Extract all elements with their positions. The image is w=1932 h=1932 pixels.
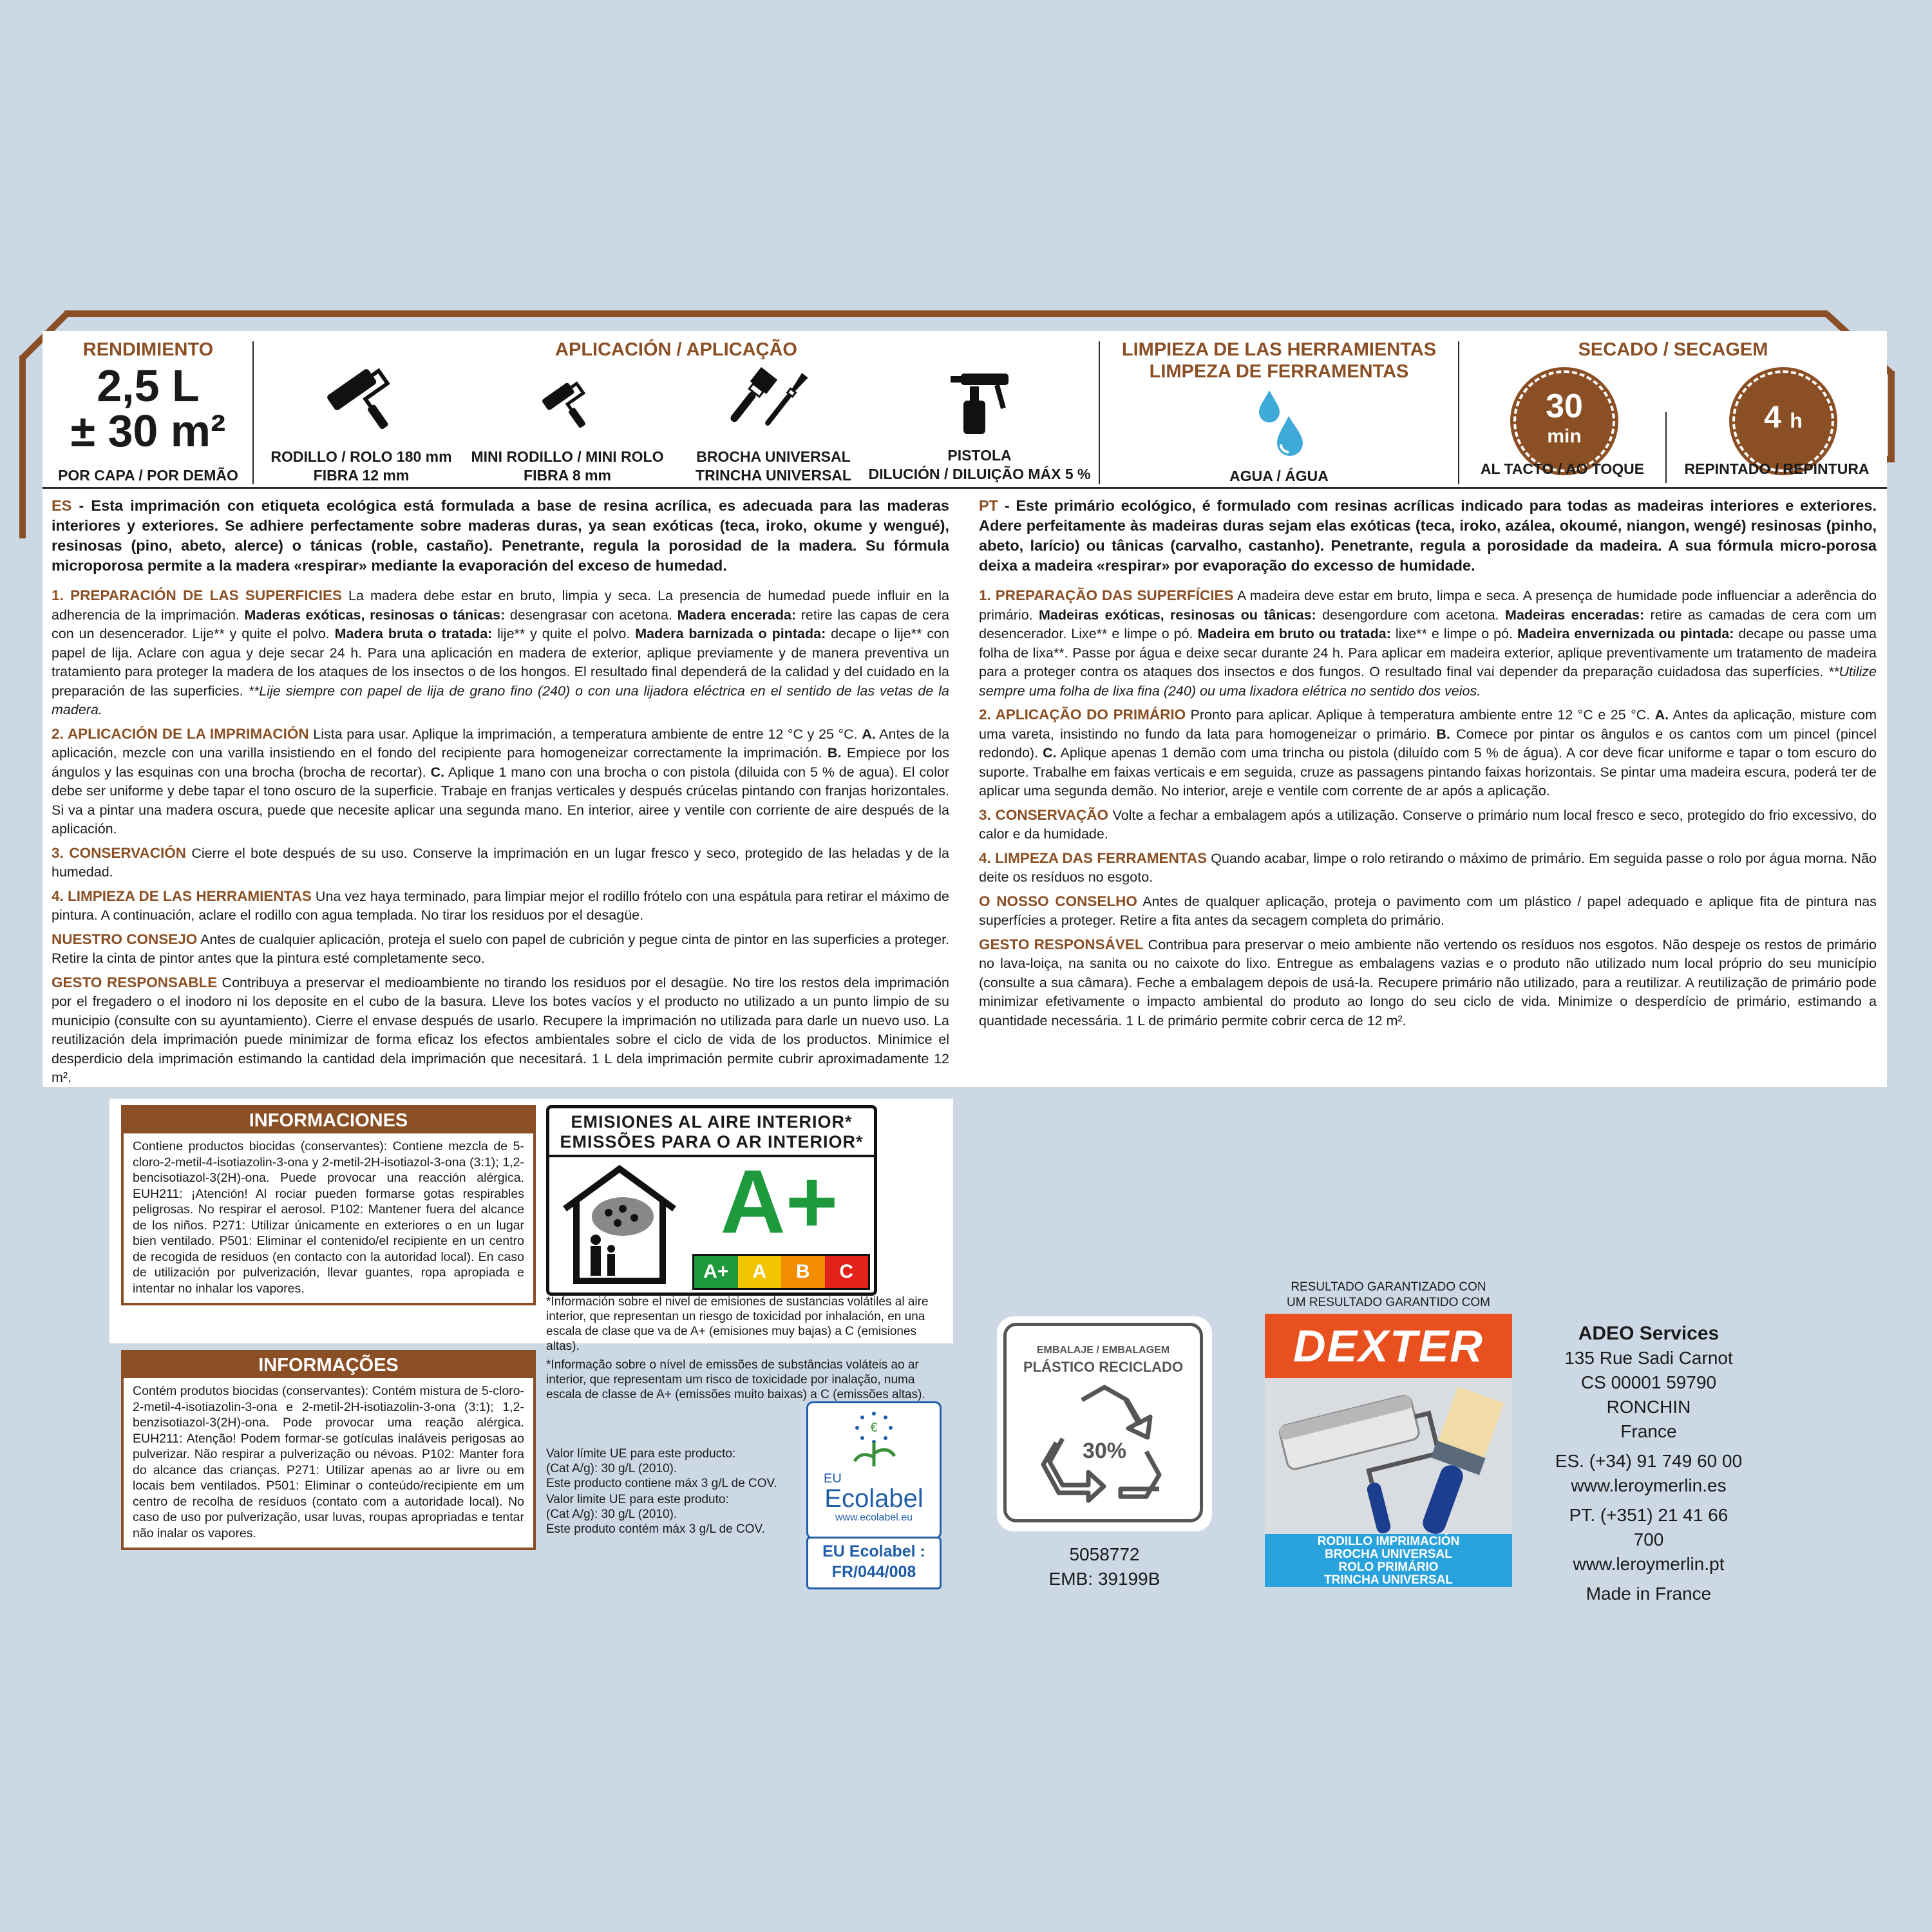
pt-section-2: 2. APLICAÇÃO DO PRIMÁRIO Pronto para aplicar. Aplique à temperatura ambiente entre 12 °C e 25 °C. A. Antes da aplicação, misture com uma vareta, insistindo no fundo da lata para homogeneizar o primário. B. Comece por pintar os ângulos e os cantos com um pincel (pincel redondo). C. Aplique apenas 1 demão com uma trincha ou pistola (diluído com 5 % de água). A cor deve ficar uniforme e tapar o tom escuro do suporte. Trabalhe em faixas verticais e em seguida, cruze as passagens pintando faixas horizontais. Se pintar uma madeira escura, poderá ter de aplicar uma segunda demão. No interior, areje e ventile com corrente de ar após a aplicação. (979, 706, 1877, 799)
tool-roller-line1: RODILLO / ROLO 180 mm (270, 448, 452, 465)
emissions-scale-cell: A+ (694, 1256, 738, 1288)
ecolabel-eu: EU (824, 1472, 842, 1486)
recycled-line2: PLÁSTICO RECICLADO (1023, 1359, 1184, 1375)
ecolabel-url: www.ecolabel.eu (835, 1512, 913, 1523)
emissions-note-pt: *Informação sobre o nível de emissões de substâncias voláteis ao ar interior, que representam um risco de toxicidade por inalação, numa escala de classe de A+ (emissões muito baixas) a C (emissões altas). (546, 1358, 925, 1401)
emissions-title-pt: EMISSÕES PARA O AR INTERIOR* (560, 1132, 864, 1151)
pt-advice: O NOSSO CONSELHO Antes de qualquer aplicação, proteja o pavimento com um plástico / papel adequado e aplique fita de pintura nas superfícies a proteger. Retire a fita antes da secagem completa do primário. (979, 893, 1877, 928)
dexter-logo: DEXTER (1293, 1321, 1484, 1371)
house-icon (558, 1164, 681, 1286)
yield-coverage: ± 30 m² (70, 406, 226, 456)
yield-title: RENDIMIENTO (82, 339, 214, 360)
water-drops-icon (1250, 386, 1308, 464)
ecolabel-flower-icon (835, 1407, 913, 1469)
emissions-title-es: EMISIONES AL AIRE INTERIOR* (571, 1112, 853, 1132)
info-box-es (121, 1105, 536, 1305)
emissions-scale-cell: B (781, 1256, 825, 1288)
emissions-scale-cell: C (825, 1256, 869, 1288)
dexter-caption: RODILLO IMPRIMACIÓN BROCHA UNIVERSAL ROLO PRIMÁRIO TRINCHA UNIVERSAL (1317, 1535, 1460, 1587)
drying-touch-label: AL TACTO / AO TOQUE (1480, 460, 1645, 477)
es-responsible: GESTO RESPONSABLE Contribuya a preservar el medioambiente no tirando los residuos por el desagüe. No tire los restos dela imprimación por el fregadero o el inodoro ni los deposite en el cubo de la basura. Lleve los botes vacíos y el producto no utilizado a un punto limpio de su municipio (consulte con su ayuntamiento). Cierre el envase después de usarlo. Recupere la imprimación no utilizada para darle un nuevo uso. La reutilización dela imprimación puede minimizar de forma eficaz los efectos ambientales sobre el ciclo de vida de los productos. Minimice el desperdicio dela imprimación estimando la cantidad dela imprimación que necesitará. 1 L dela imprimación permite cubrir aproximadamente 12 m². (52, 974, 950, 1085)
tool-roller (255, 367, 468, 485)
tool-spray-line1: PISTOLA (947, 447, 1012, 464)
drying-touch-circle (1513, 370, 1615, 472)
svg-text:€: € (870, 1421, 878, 1435)
emissions-grade: A+ (720, 1151, 838, 1252)
recycled-plastic-badge (997, 1316, 1212, 1531)
paint-roller-icon (319, 367, 403, 438)
tool-mini-roller (461, 380, 674, 485)
dexter-panel (1265, 1314, 1512, 1587)
drying-title: SECADO / SECAGEM (1578, 339, 1768, 360)
pt-intro: PT - Este primário ecológico, é formulado com resinas acrílicas indicado para todas as madeiras interiores e exteriores. Adere perfeitamente às madeiras duras sejam elas exóticas (teca, iroko, azálea, okoumé, niangon, wengé) resinosas (pinho, abeto, larício) ou tânicas (carvalho, castanho). Penetrante, regula a porosidade da madeira. A sua fórmula micro-porosa deixa a madeira «respirar» por evaporação do excesso de humidade. (979, 497, 1877, 574)
header-separator (1099, 341, 1100, 484)
cleaning-block (1101, 339, 1457, 487)
roller-and-brush-image (1271, 1385, 1506, 1537)
es-section-4: 4. LIMPIEZA DE LAS HERRAMIENTAS Una vez haya terminado, para limpiar mejor el rodillo frótelo con una espátula para retirar el máximo de pintura. A continuación, aclare el rodillo con agua templada. No tirar los residuos por el desagüe. (52, 887, 949, 923)
tool-brush-line2: TRINCHA UNIVERSAL (696, 467, 851, 484)
yield-block (45, 339, 251, 487)
drying-recoat-label: REPINTADO / REPINTURA (1684, 460, 1870, 477)
pt-section-4: 4. LIMPEZA DAS FERRAMENTAS Quando acabar, limpe o rolo retirando o máximo de primário. Em seguida passe o rolo por água morna. Não deite os resíduos no esgoto. (979, 849, 1877, 885)
eu-ecolabel (806, 1401, 942, 1539)
recycled-code-2: EMB: 39199B (1048, 1569, 1160, 1589)
recycled-code-1: 5058772 (1069, 1544, 1140, 1564)
spray-gun-icon (944, 368, 1015, 439)
dexter-top-2: UM RESULTADO GARANTIDO COM (1287, 1296, 1490, 1309)
spanish-text-column (52, 496, 949, 1092)
tool-mini-roller-line1: MINI RODILLO / MINI ROLO (471, 448, 664, 465)
dexter-top-1: RESULTADO GARANTIZADO CON (1291, 1280, 1486, 1294)
tool-spray-line2: DILUCIÓN / DILUIÇÃO MÁX 5 % (868, 466, 1091, 482)
mini-roller-icon (535, 380, 600, 438)
drying-recoat-circle (1732, 370, 1834, 472)
cleaning-title-pt: LIMPEZA DE FERRAMENTAS (1149, 361, 1409, 382)
recycled-line1: EMBALAJE / EMBALAGEM (1036, 1345, 1170, 1356)
pt-section-1: 1. PREPARAÇÃO DAS SUPERFÍCIES A madeira deve estar em bruto, limpa e seca. A presença de humidade pode influenciar a aderência do primário. Madeiras exóticas, resinosas ou tânicas: desengordure com acetona. Madeiras enceradas: retire as camadas de cera com um desencerador. Lixe** e limpe o pó. Madeira em bruto ou tratada: lixe** e limpe o pó. Madeira envernizada ou pintada: decape ou passe uma folha de lixa**. Passe por água e deixe secar durante 24 h. Para aplicar em madeira exterior, aplique preventivamente um tratamento de madeira para a proteger contra os ataques dos insectos e dos fungos. O resultado final vai depender da preparação cuidadosa das superfícies. **Utilize sempre uma folha de lixa fina (240) ou uma lixadora elétrica no sentido dos veios. (979, 587, 1877, 699)
pt-section-3: 3. CONSERVAÇÃO Volte a fechar a embalagem após a utilização. Conserve o primário num local fresco e seco, protegido do frio excessivo, do calor e da humidade. (979, 806, 1877, 842)
drying-touch-value: 30 (1546, 388, 1583, 425)
emissions-scale (692, 1254, 870, 1290)
drying-touch-unit: min (1547, 426, 1582, 447)
cleaning-label: AGUA / ÁGUA (1229, 468, 1329, 484)
drying-recoat-value: 4 h (1764, 401, 1803, 435)
tool-brush (667, 367, 880, 485)
voc-limits: Valor límite UE para este producto: (Cat A/g): 30 g/L (2010). Este producto contiene máx 3 g/L de COV. Valor limite UE para este produto: (Cat A/g): 30 g/L (2010). Este produto contém máx 3 g/L de COV. (546, 1447, 777, 1536)
company-address: ADEO Services 135 Rue Sadi Carnot CS 00001 59790 RONCHIN France ES. (+34) 91 749 60 00 www.leroymerlin.es PT. (+351) 21 41 66 700 www.leroymerlin.pt Made in France (1555, 1323, 1743, 1604)
pt-responsible: GESTO RESPONSÁVEL Contribua para preservar o meio ambiente não vertendo os resíduos nos esgotos. Não despeje os restos de primário no lava-loiça, na sanita ou no caixote do lixo. Entregue as embalagens vazias e o produto não utilizado num local próprio do seu município (consulte a sua câmara). Feche a embalagem depois de usá-la. Recupere primário não utilizado, para a reutilizar. A reutilização de primário pode minimizar efetivamente o impacto ambiental do produto ao longo do seu ciclo de vida. Minimize o desperdício de primário, estimando a quantidade necessária. 1 L de primário permite cobrir cerca de 12 m². (979, 936, 1877, 1028)
info-box-pt (121, 1350, 536, 1550)
ecolabel-code: EU Ecolabel : FR/044/008 (806, 1537, 942, 1589)
info-es-text: Contiene productos biocidas (conservantes): Contiene mezcla de 5-cloro-2-metil-4-isotiazolin-3-ona y 2-metil-2H-isotiazol-3-ona (3:1); 1,2-bencisotiazol-3(2H)-ona. Puede provocar una reacción alérgica. EUH211: ¡Atención! Al rociar pueden formarse gotas respirables peligrosas. No respirar el aerosol. P102: Mantener fuera del alcance de los niños. P271: Utilizar únicamente en exteriores o en un lugar bien ventilado. P501: Eliminar el contenido/el recipiente en un centro de recogida de residuos (en contacto con la autoridad local). En caso de utilización por pulverización, llevar guantes, ropa apropiada e intentar no inhalar los vapores. (133, 1139, 524, 1296)
es-section-1: 1. PREPARACIÓN DE LAS SUPERFICIES La madera debe estar en bruto, limpia y seca. La presencia de humedad puede influir en la adherencia de la imprimación. Maderas exóticas, resinosas o tánicas: desengrasar con acetona. Madera encerada: retire las capas de cera con un desencerador. Lije** y quite el polvo. Madera bruta o tratada: lije** y quite el polvo. Madera barnizada o pintada: decape o lije** con papel de lija. Aclare con agua y deje secar 24 h. Para una aplicación en madera de exterior, aplique previamente y de manera preventiva un tratamiento para proteger la madera de los ataques de los insectos o de los hongos. El resultado final dependerá de la calidad y del cuidado en la preparación de las superficies. **Lije siempre con papel de lija de grano fino (240) o con una lijadora eléctrica en el sentido de las vetas de la madera. (52, 587, 950, 717)
brush-icon (722, 367, 825, 438)
emissions-label (546, 1105, 877, 1296)
yield-volume: 2,5 L (97, 361, 200, 411)
recycled-percent: 30% (1082, 1439, 1127, 1463)
es-section-2: 2. APLICACIÓN DE LA IMPRIMACIÓN Lista para usar. Aplique la imprimación, a temperatura ambiente de entre 12 °C y 25 °C. A. Antes de la aplicación, mezcle con una varilla insistiendo en el fondo del recipiente para homogeneizar correctamente la imprimación. B. Empiece por los ángulos y las esquinas con una brocha (brocha de recortar). C. Aplique 1 mano con una brocha o con pistola (diluida con 5 % de agua). El color debe ser uniforme y debe tapar el tono oscuro de la superficie. Trabaje en franjas verticales y después crúcelas pintando con franjas horizontales. Si va a pintar una madera oscura, puede que necesite aplicar una segunda mano. En interior, airee y ventile con corriente de aire después de la aplicación. (52, 725, 950, 837)
info-pt-text: Contém produtos biocidas (conservantes): Contém mistura de 5-cloro-2-metil-4-isotiazolin-3-ona e 2-metil-2H-isotiazolin-3-ona (3:1); 1,2-benzisotiazol-3(2H)-ona. Pode provocar uma reação alérgica. EUH211: Atenção! Podem formar-se gotículas inaláveis perigosas ao pulverizar. Não respirar a pulverização ou névoas. P102: Manter fora do alcance das crianças. P271: Utilizar apenas ao ar livre ou em locais bem ventilados. P501: Eliminar o conteúdo/recipiente em um centro de recolha de resíduos (contato com a autoridade local). No caso de uso por pulverização, usar luvas, roupas apropriadas e tentar não inalar os vapores. (133, 1384, 525, 1540)
application-title: APLICACIÓN / APLICAÇÃO (555, 339, 797, 360)
cleaning-title-es: LIMPIEZA DE LAS HERRAMIENTAS (1121, 339, 1437, 360)
portuguese-text-column (979, 496, 1877, 1035)
emissions-note-es: *Información sobre el nivel de emisiones de sustancias volátiles al aire interior, que representan un riesgo de toxicidad por inhalación, en una escala de clase que va de A+ (emisiones muy bajas) a C (emisiones altas). (546, 1295, 929, 1353)
header-separator (252, 341, 254, 484)
info-es-title: INFORMACIONES (124, 1108, 533, 1133)
tool-spray-gun (860, 368, 1099, 484)
es-section-3: 3. CONSERVACIÓN Cierre el bote después de su uso. Conserve la imprimación en un lugar fresco y seco, protegido de las heladas y de la humedad. (52, 844, 949, 880)
emissions-scale-cell: A (738, 1256, 782, 1288)
tool-brush-line1: BROCHA UNIVERSAL (696, 448, 851, 465)
info-pt-title: INFORMAÇÕES (124, 1352, 533, 1378)
tool-mini-roller-line2: FIBRA 8 mm (524, 467, 611, 484)
header-divider (43, 487, 1887, 489)
es-intro: ES - Esta imprimación con etiqueta ecológica está formulada a base de resina acrílica, es adecuada para las maderas interiores y exteriores. Se adhiere perfectamente sobre maderas duras, ya sean exóticas (teca, iroko, okume y wengué), resinosas (pino, abeto, alerce) o tánicas (roble, castaño). Penetrante, regula la porosidad de la madera. Su fórmula microporosa permite a la madera «respirar» mediante la evaporación del exceso de humedad. (52, 497, 949, 574)
yield-per-coat: POR CAPA / POR DEMÃO (58, 467, 238, 484)
es-advice: NUESTRO CONSEJO Antes de cualquier aplicación, proteja el suelo con papel de cubrición y pegue cinta de pintor en las superficies a proteger. Retire la cinta de pintor antes que la pintura esté completamente seco. (52, 931, 950, 966)
ecolabel-name: Ecolabel (824, 1484, 923, 1513)
tool-roller-line2: FIBRA 12 mm (313, 467, 410, 484)
